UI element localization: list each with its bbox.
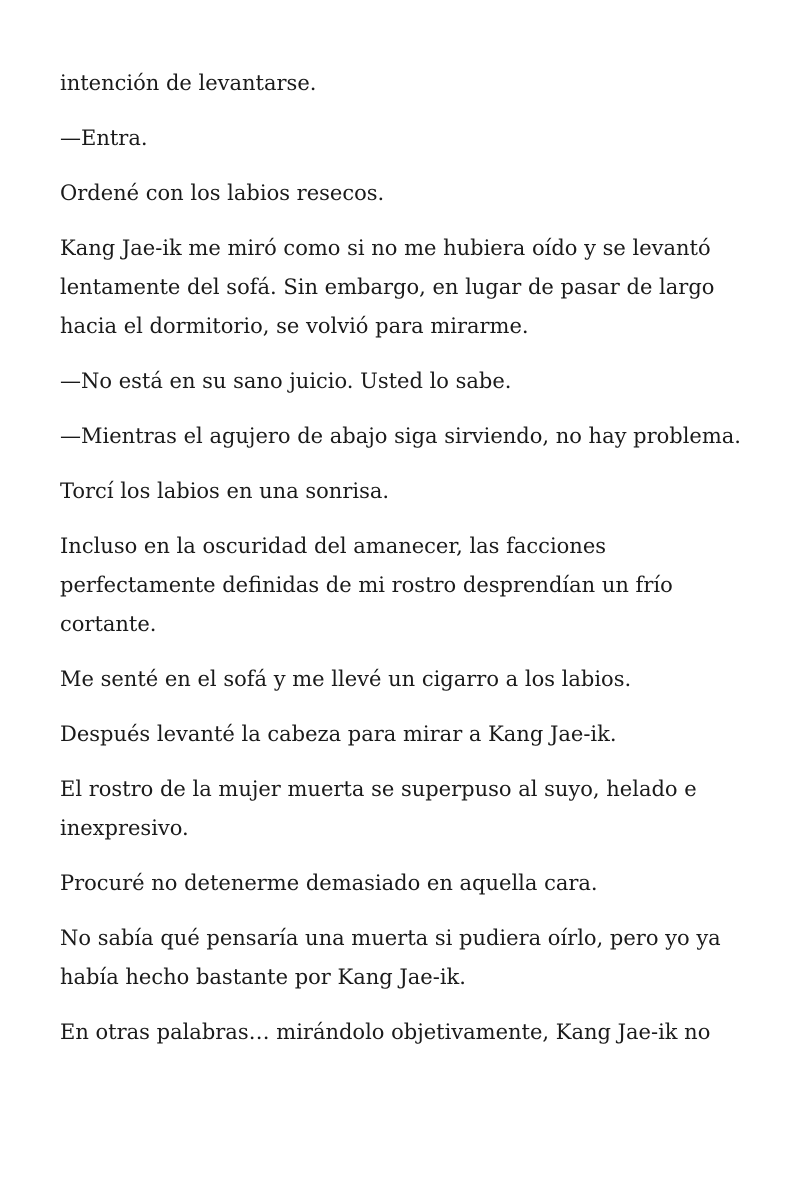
paragraph: —Mientras el agujero de abajo siga sirviendo, no hay problema. bbox=[60, 424, 741, 448]
paragraph: Me senté en el sofá y me llevé un cigarro a los labios. bbox=[60, 667, 632, 691]
paragraph: No sabía qué pensaría una muerta si pudiera oírlo, pero yo ya había hecho bastante por Kang Jae-ik. bbox=[60, 926, 721, 989]
paragraph: El rostro de la mujer muerta se superpuso al suyo, helado e inexpresivo. bbox=[60, 777, 697, 840]
paragraph: Torcí los labios en una sonrisa. bbox=[60, 479, 390, 503]
paragraph: Incluso en la oscuridad del amanecer, las facciones perfectamente definidas de mi rostro desprendían un frío cortante. bbox=[60, 534, 673, 636]
paragraph: Ordené con los labios resecos. bbox=[60, 181, 385, 205]
paragraph: Procuré no detenerme demasiado en aquella cara. bbox=[60, 871, 598, 895]
paragraph: —Entra. bbox=[60, 126, 148, 150]
paragraph: Después levanté la cabeza para mirar a Kang Jae-ik. bbox=[60, 722, 617, 746]
paragraph: Kang Jae-ik me miró como si no me hubiera oído y se levantó lentamente del sofá. Sin embargo, en lugar de pasar de largo hacia el dormitorio, se volvió para mirarme. bbox=[60, 236, 715, 338]
paragraph: —No está en su sano juicio. Usted lo sabe. bbox=[60, 369, 512, 393]
paragraph: intención de levantarse. bbox=[60, 71, 317, 95]
paragraph: En otras palabras… mirándolo objetivamente, Kang Jae-ik no bbox=[60, 1020, 711, 1044]
text-column bbox=[60, 64, 760, 1068]
